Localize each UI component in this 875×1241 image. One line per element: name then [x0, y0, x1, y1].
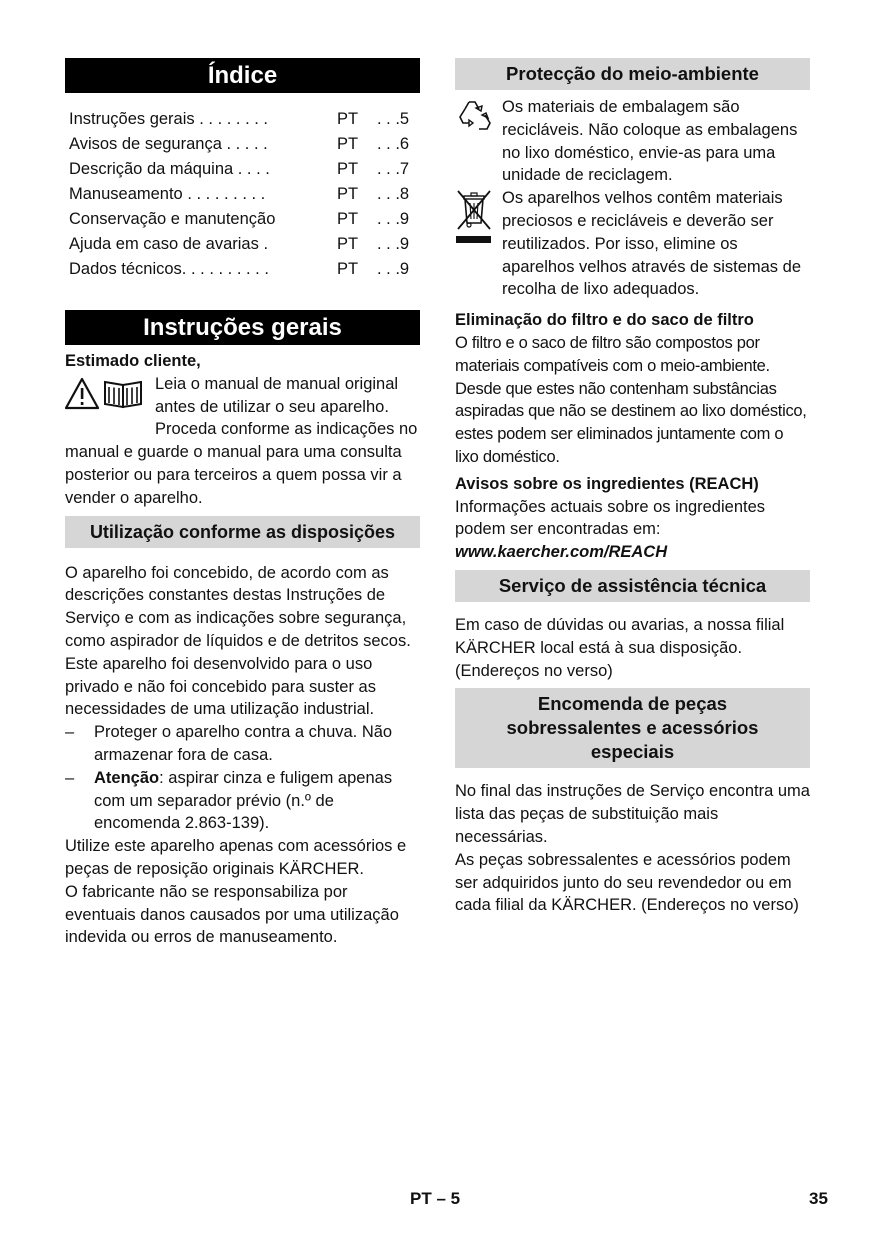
spare-parts-heading: Encomenda de peças sobressalentes e acessórios especiais: [455, 688, 810, 768]
dash-bullet: –: [65, 723, 75, 742]
intended-use-p4: O fabricante não se responsabiliza por eventuais danos causados por uma utilização indevida ou erros de manuseamento.: [65, 882, 399, 947]
footer-section-label: [410, 1188, 460, 1211]
list-item-text: Proteger o aparelho contra a chuva. Não armazenar fora de casa.: [94, 723, 393, 764]
toc-entry-lang: PT: [337, 135, 359, 153]
spare-parts-p2: As peças sobressalentes e acessórios podem ser adquiridos junto do seu revendedor ou em cada filial da KÄRCHER. (Endereços no verso): [455, 850, 799, 915]
toc-row[interactable]: [69, 107, 420, 132]
toc-entry-title: Instruções gerais . . . . . . . .: [69, 110, 268, 128]
toc-entry-lang: PT: [337, 260, 359, 278]
reach-link[interactable]: www.kaercher.com/REACH: [455, 543, 668, 562]
toc-entry-page: . . .9: [377, 210, 410, 228]
service-heading: Serviço de assistência técnica: [455, 570, 810, 602]
toc-entry-title: Ajuda em caso de avarias .: [69, 235, 269, 253]
toc-row[interactable]: [69, 207, 420, 232]
left-column: [65, 58, 420, 949]
intended-use-heading: Utilização conforme as disposições: [65, 516, 420, 548]
toc-entry-title: Avisos de segurança . . . . .: [69, 135, 268, 153]
toc-heading: Índice: [65, 58, 420, 93]
right-column: [455, 58, 810, 917]
packaging-block: [455, 96, 810, 187]
toc-row[interactable]: [69, 182, 420, 207]
toc-entry-lang: PT: [337, 185, 359, 203]
toc-entry-lang: PT: [337, 160, 359, 178]
toc-entry-lang: PT: [337, 210, 359, 228]
toc-entry-lang: PT: [337, 110, 359, 128]
toc-entry-lang: PT: [337, 235, 359, 253]
toc-row[interactable]: [69, 232, 420, 257]
table-of-contents: [69, 107, 420, 282]
toc-entry-page: . . .8: [377, 185, 410, 203]
toc-entry-title: Manuseamento . . . . . . . . .: [69, 185, 266, 203]
toc-row[interactable]: [69, 157, 420, 182]
spare-parts-p1: No final das instruções de Serviço encontra uma lista das peças de substituição mais necessárias.: [455, 782, 810, 846]
filter-disposal-title: Eliminação do filtro e do saco de filtro: [455, 311, 754, 330]
warning-read-manual-icon: [65, 377, 145, 418]
toc-entry-page: . . .9: [377, 235, 410, 253]
old-devices-block: [455, 187, 810, 301]
footer-section-page: 5: [450, 1189, 461, 1208]
attention-label: Atenção: [94, 768, 160, 787]
toc-entry-page: . . .9: [377, 260, 410, 278]
read-manual-text: Leia o manual de manual original antes de utilizar o seu aparelho. Proceda conforme as indicações no manual e guarde o manual para uma consulta posterior ou para terceiros a quem possa vir a vender o aparelho.: [65, 374, 418, 507]
toc-row[interactable]: [69, 132, 420, 157]
list-item: [65, 721, 420, 767]
toc-entry-page: . . .6: [377, 135, 410, 153]
footer-dash: –: [436, 1189, 446, 1208]
old-devices-text: Os aparelhos velhos contêm materiais preciosos e recicláveis e deverão ser reutilizados. Por isso, elimine os aparelhos velhos através de sistemas de recolha de lixo adequados.: [502, 189, 801, 299]
crossed-bin-icon: [455, 189, 495, 254]
list-item: [65, 767, 420, 835]
toc-entry-title: Conservação e manutenção: [69, 210, 276, 228]
read-manual-block: [65, 373, 420, 510]
list-item-text: : aspirar cinza e fuligem apenas com um separador prévio (n.º de encomenda 2.863-139).: [94, 768, 393, 833]
recycling-icon: [455, 98, 495, 141]
general-instructions-heading: Instruções gerais: [65, 310, 420, 345]
dash-bullet: –: [65, 768, 75, 787]
footer-section-code: PT: [410, 1189, 432, 1208]
page-number: 35: [809, 1189, 828, 1208]
intended-use-p1: O aparelho foi concebido, de acordo com as descrições constantes destas Instruções de Serviço e com as indicações sobre segurança, como aspirador de líquidos e de detritos secos.: [65, 563, 411, 650]
environment-heading: Protecção do meio-ambiente: [455, 58, 810, 90]
toc-entry-page: . . .7: [377, 160, 410, 178]
toc-entry-title: Dados técnicos. . . . . . . . . .: [69, 260, 269, 278]
reach-title: Avisos sobre os ingredientes (REACH): [455, 474, 759, 493]
packaging-text: Os materiais de embalagem são recicláveis. Não coloque as embalagens no lixo doméstico, envie-as para uma unidade de reciclagem.: [502, 98, 798, 185]
toc-row[interactable]: [69, 257, 420, 282]
reach-text: Informações actuais sobre os ingredientes podem ser encontradas em:: [455, 497, 766, 539]
intended-use-p2: Este aparelho foi desenvolvido para o uso privado e não foi concebido para suster as necessidades de uma utilização industrial.: [65, 654, 376, 719]
filter-disposal-text: O filtro e o saco de filtro são compostos por materiais compatíveis com o meio-ambiente. Desde que estes não contenham substâncias aspiradas que não se destinem ao lixo doméstico, estes podem ser eliminados juntamente com o lixo doméstico.: [455, 333, 807, 466]
toc-entry-page: . . .5: [377, 110, 410, 128]
service-text: Em caso de dúvidas ou avarias, a nossa filial KÄRCHER local está à sua disposição. (Endereços no verso): [455, 615, 785, 680]
toc-entry-title: Descrição da máquina . . . .: [69, 160, 270, 178]
greeting: Estimado cliente,: [65, 352, 201, 370]
intended-use-p3: Utilize este aparelho apenas com acessórios e peças de reposição originais KÄRCHER.: [65, 837, 407, 878]
